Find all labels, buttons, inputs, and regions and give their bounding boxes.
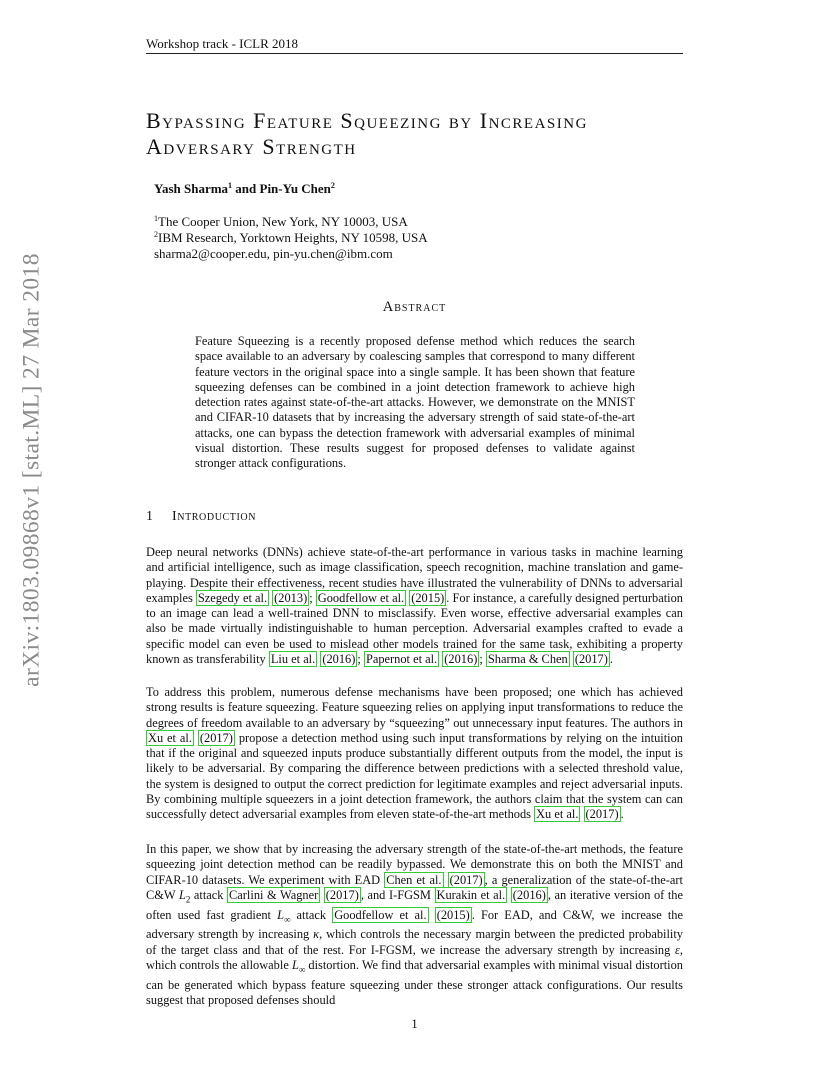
author-1-affil-mark: 1	[228, 181, 233, 190]
citation-link[interactable]: (2016)	[322, 652, 356, 667]
math-subscript: ∞	[298, 964, 306, 975]
citation-link[interactable]: Xu et al.	[536, 807, 579, 822]
math-subscript: ∞	[283, 914, 291, 925]
citation-link[interactable]: (2016)	[444, 652, 478, 667]
citation-link[interactable]: Sharma & Chen	[487, 652, 568, 667]
affiliation-2-text: IBM Research, Yorktown Heights, NY 10598, USA	[158, 230, 428, 245]
intro-paragraph-3: In this paper, we show that by increasing the adversary strength of the state-of-the-art methods, the feature squeezing joint detection method can be readily bypassed. We demonstrate this on both the MNIST and CIFAR-10 datasets. We experiment with EAD Chen et al. (2017) , a generalization of the state-of-the-art C&W $L_2$ attack Carlini & Wagner (2017) , and I-FGSM Kurakin et al. (2016) , an iterative version of the often used fast gradient $L_\infty$ attack Goodfellow et al. (2015) . For EAD, and C&W, we increase the adversary strength by increasing κ, which controls the necessary margin between the predicted probability of the target class and that of the rest. For I-FGSM, we increase the adversary strength by increasing ε, which controls the allowable $L_\infty$ distortion. We find that adversarial examples with minimal visual distortion can be generated which bypass feature squeezing under these stronger attack configurations. Our results suggest that proposed defenses should	[146, 842, 683, 1008]
affiliation-2	[154, 230, 428, 246]
citation-link[interactable]: (2013)	[274, 590, 308, 605]
author-1: Yash Sharma	[154, 181, 229, 196]
title-line-2: Adversary Strength	[146, 134, 357, 159]
citation-link[interactable]: (2016)	[512, 887, 546, 902]
citation-link[interactable]: (2015)	[436, 907, 470, 922]
citation-link[interactable]: (2017)	[574, 652, 608, 667]
affiliation-1-text: The Cooper Union, New York, NY 10003, USA	[158, 214, 408, 229]
citation-link[interactable]: (2017)	[199, 730, 233, 745]
citation-link[interactable]: Goodfellow et al.	[334, 907, 427, 922]
citation-link[interactable]: (2017)	[585, 807, 619, 822]
author-2-affil-mark: 2	[330, 181, 335, 190]
section-heading-introduction	[146, 509, 256, 525]
abstract-heading: Abstract	[382, 299, 447, 315]
intro-paragraph-1: Deep neural networks (DNNs) achieve state-of-the-art performance in various tasks in machine learning and artificial intelligence, such as image classification, speech recognition, machine translation and game-playing. Despite their effectiveness, recent studies have illustrated the vulnerability of DNNs to adversarial examples Szegedy et al. (2013) ; Goodfellow et al. (2015) . For instance, a carefully designed perturbation to an image can lead a well-trained DNN to misclassify. Even worse, effective adversarial examples can also be made virtually indistinguishable to human perception. Adversarial examples crafted to evade a specific model can even be used to mislead other models trained for the same task, exhibiting a property known as transferability Liu et al. (2016) ; Papernot et al. (2016) ; Sharma & Chen (2017) .	[146, 545, 683, 667]
math-symbol: L	[291, 958, 299, 973]
running-header: Workshop track - ICLR 2018	[146, 36, 299, 51]
citation-link[interactable]: (2017)	[325, 887, 359, 902]
page-number: 1	[411, 1016, 418, 1031]
intro-paragraph-2: To address this problem, numerous defense mechanisms have been proposed; one which has achieved strong results is feature squeezing. Feature squeezing relies on applying input transformations to reduce the degrees of freedom available to an adversary by “squeezing” out unnecessary input features. The authors in Xu et al. (2017) propose a detection method using such input transformations by relying on the intuition that if the original and squeezed inputs produce substantially different outputs from the model, the input is likely to be adversarial. By comparing the difference between predictions with a selected threshold value, the system is designed to output the correct prediction for legitimate examples and reject adversarial inputs. By combining multiple squeezers in a joint detection framework, the authors claim that the system can can successfully detect adversarial examples from eleven state-of-the-art methods Xu et al. (2017) .	[146, 685, 683, 822]
citation-link[interactable]: Chen et al.	[386, 872, 442, 887]
citation-link[interactable]: Carlini & Wagner	[229, 887, 319, 902]
author-list	[154, 181, 335, 197]
citation-link[interactable]: (2015)	[411, 590, 445, 605]
affiliation-2-mark: 2	[154, 230, 158, 239]
affiliation-1-mark: 1	[154, 214, 158, 223]
math-symbol: L	[277, 907, 284, 922]
arxiv-identifier[interactable]: arXiv:1803.09868v1 [stat.ML] 27 Mar 2018	[18, 253, 45, 687]
math-symbol: κ	[313, 927, 320, 942]
math-symbol: L	[178, 887, 186, 902]
citation-link[interactable]: Kurakin et al.	[436, 887, 506, 902]
math-subscript: 2	[185, 894, 191, 905]
citation-link[interactable]: Liu et al.	[270, 652, 316, 667]
section-number: 1	[146, 509, 154, 524]
section-title: Introduction	[172, 509, 257, 524]
citation-link[interactable]: Szegedy et al.	[197, 590, 268, 605]
affiliation-1	[154, 214, 408, 230]
title-line-1: Bypassing Feature Squeezing by Increasing	[146, 108, 588, 133]
author-emails[interactable]: sharma2@cooper.edu, pin-yu.chen@ibm.com	[154, 246, 393, 261]
citation-link[interactable]: Goodfellow et al.	[317, 590, 405, 605]
abstract-text: Feature Squeezing is a recently proposed defense method which reduces the search space available to an adversary by coalescing samples that correspond to many different feature vectors in the original space into a single sample. It has been shown that feature squeezing defenses can be combined in a joint detection framework to achieve high detection rates against state-of-the-art attacks. However, we demonstrate on the MNIST and CIFAR-10 datasets that by increasing the adversary strength of said state-of-the-art attacks, one can bypass the detection framework with adversarial examples of minimal visual distortion. These results suggest for proposed defenses to validate against stronger attack configurations.	[195, 334, 635, 471]
citation-link[interactable]: Papernot et al.	[365, 652, 438, 667]
author-2: and Pin-Yu Chen	[232, 181, 331, 196]
paper-title	[146, 108, 706, 160]
math-symbol: ε	[675, 942, 680, 957]
citation-link[interactable]: Xu et al.	[148, 730, 192, 745]
header-rule	[146, 53, 683, 54]
citation-link[interactable]: (2017)	[449, 872, 483, 887]
